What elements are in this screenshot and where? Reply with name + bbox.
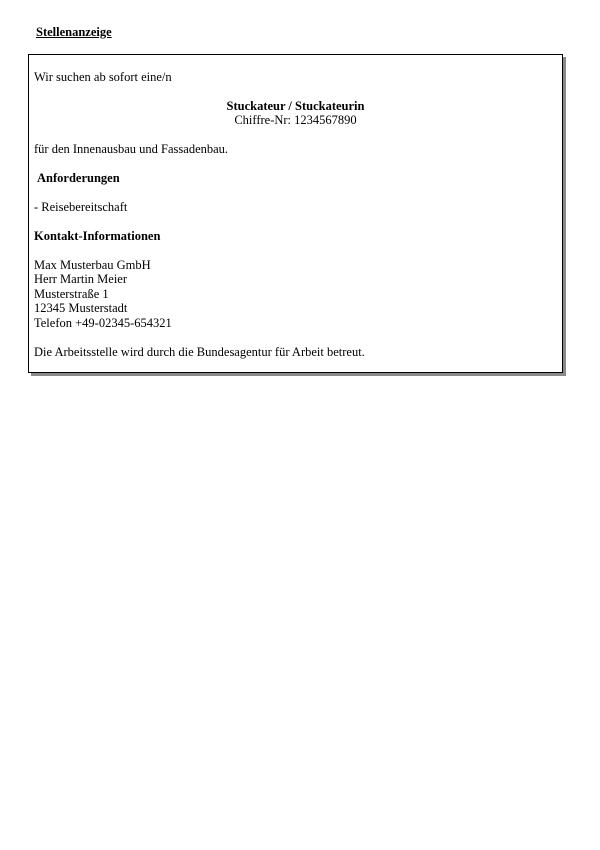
job-ad-box [28, 54, 563, 373]
position-title: Stuckateur / Stuckateurin [226, 99, 365, 113]
contact-street: Musterstraße 1 [34, 287, 109, 301]
contact-company: Max Musterbau GmbH [34, 258, 151, 272]
page-title: Stellenanzeige [36, 25, 112, 39]
ad-intro: Wir suchen ab sofort eine/n [34, 70, 172, 84]
contact-heading: Kontakt-Informationen [34, 229, 161, 243]
requirement-item: - Reisebereitschaft [34, 200, 128, 214]
contact-phone: Telefon +49-02345-654321 [34, 316, 172, 330]
contact-city: 12345 Musterstadt [34, 301, 128, 315]
chiffre-number: Chiffre-Nr: 1234567890 [234, 113, 357, 127]
contact-person: Herr Martin Meier [34, 272, 128, 286]
ad-footer-note: Die Arbeitsstelle wird durch die Bundesagentur für Arbeit betreut. [34, 345, 365, 359]
ad-description: für den Innenausbau und Fassadenbau. [34, 142, 229, 156]
requirements-heading: Anforderungen [37, 171, 120, 185]
